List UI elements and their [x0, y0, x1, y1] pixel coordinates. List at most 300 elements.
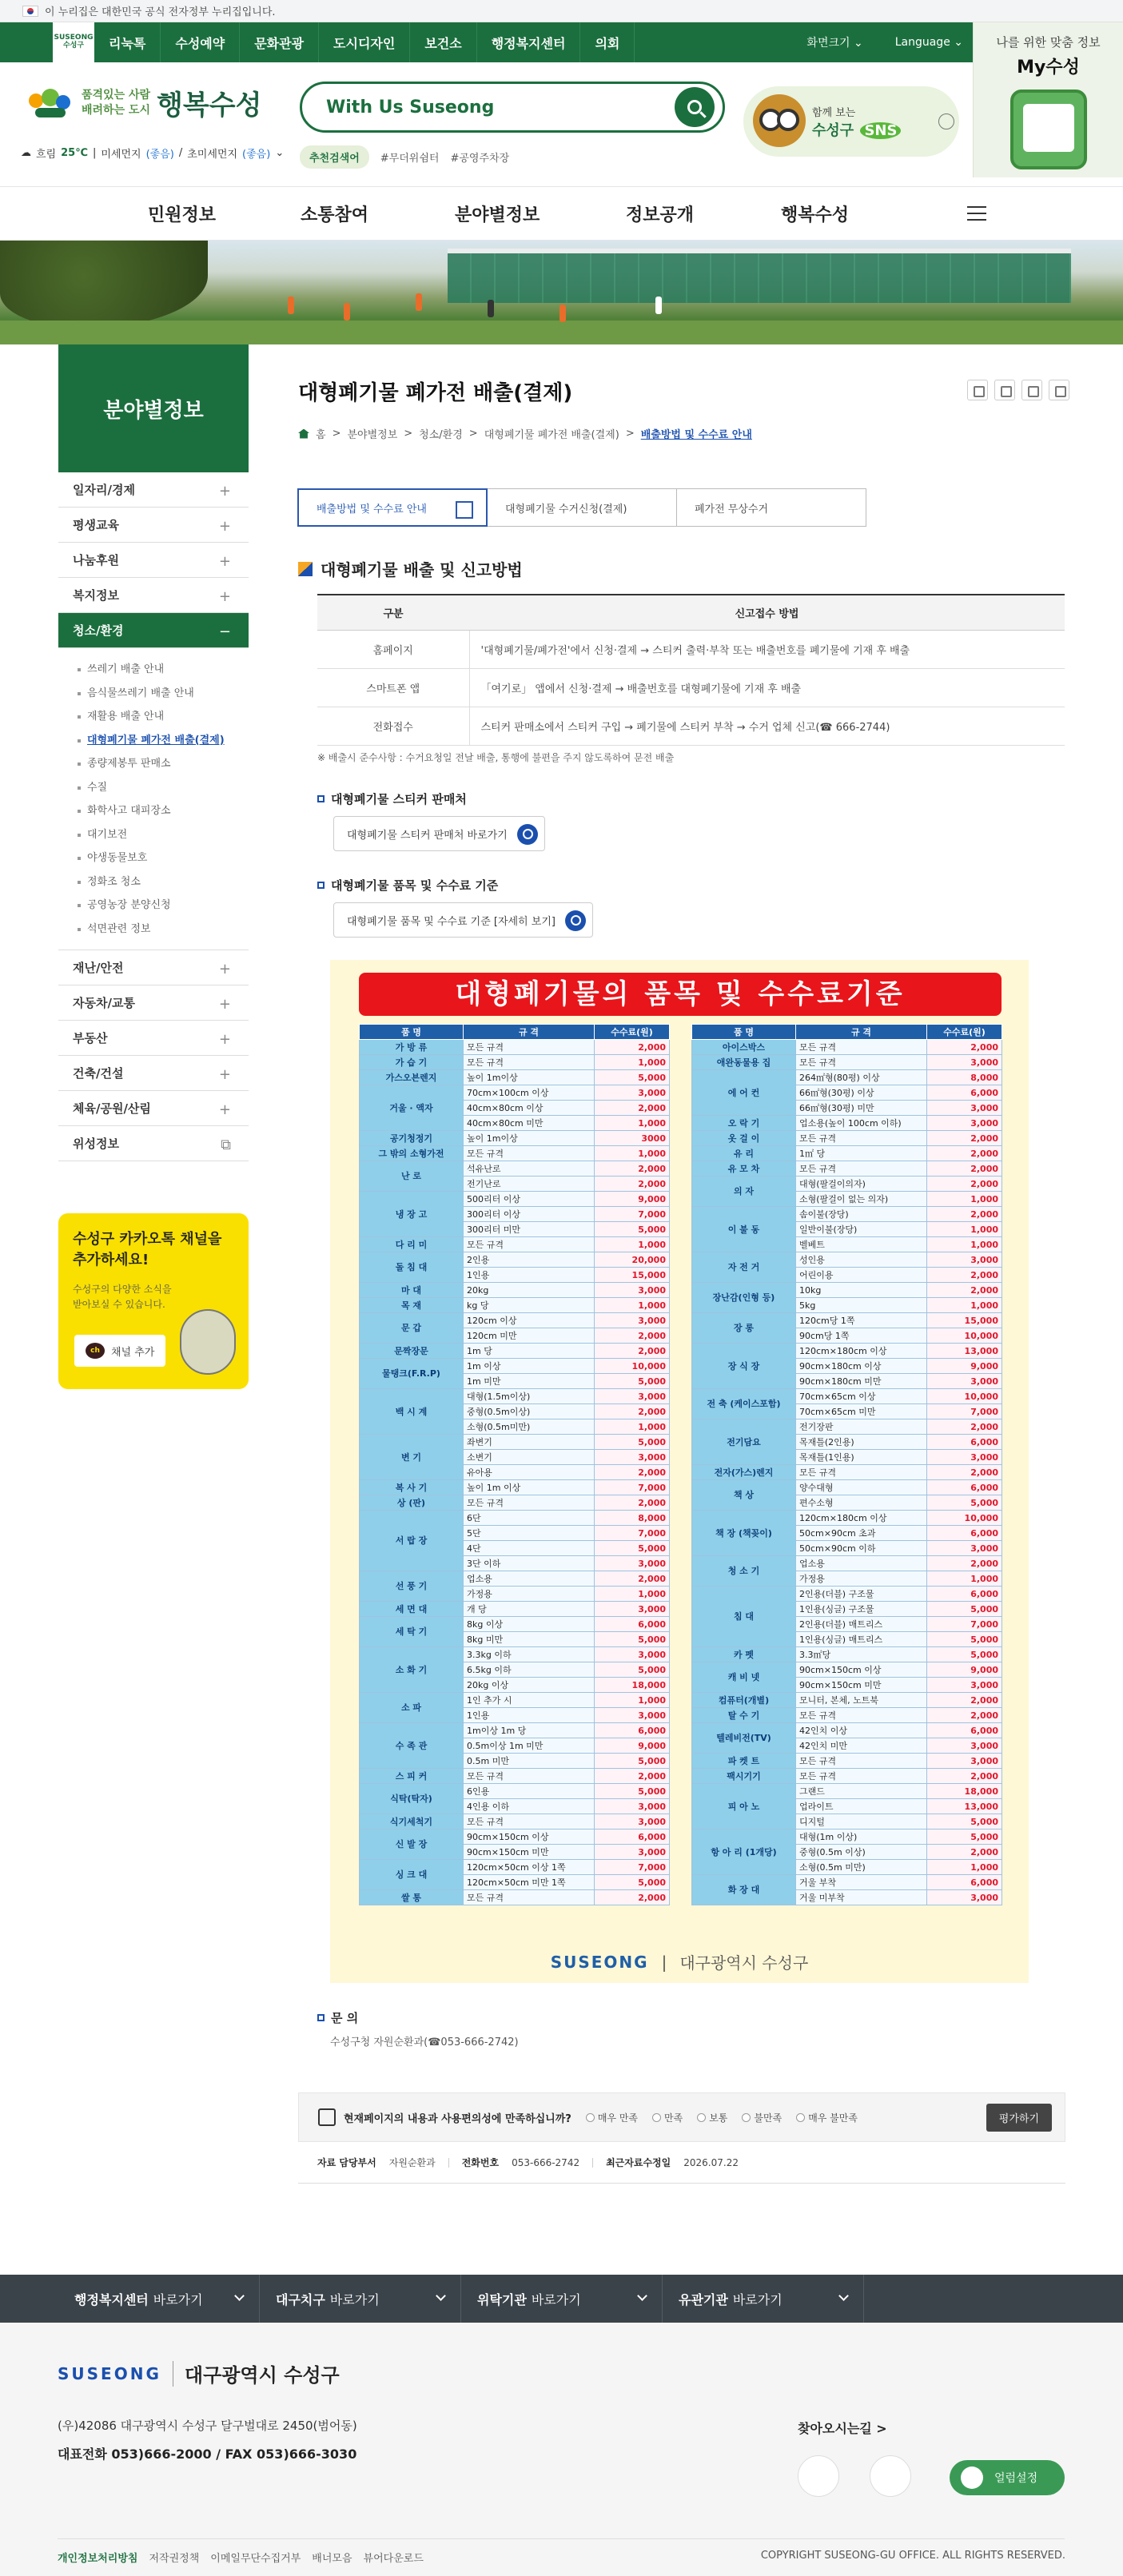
fee-item-spec: 목재틀(1인용) — [796, 1450, 927, 1465]
checkbox-icon — [318, 2108, 336, 2126]
fee-row — [692, 1055, 1002, 1070]
fee-row — [360, 1192, 670, 1207]
responsible-info — [298, 2142, 1065, 2184]
footer-address: (우)42086 대구광역시 수성구 달구벌대로 2450(범어동) — [58, 2419, 357, 2433]
plus-icon: + — [218, 960, 231, 977]
lnb-sub-item[interactable]: 쓰레기 배출 안내 — [78, 658, 249, 682]
chevron-down-icon[interactable] — [938, 113, 954, 129]
directions-link[interactable]: 찾아오시는길 > — [798, 2421, 887, 2436]
fee-item-price: 3,000 — [595, 1647, 670, 1662]
fee-row — [360, 1237, 670, 1252]
fee-item-spec: 6인용 — [464, 1784, 595, 1799]
privacy-policy-link[interactable]: 개인정보처리방침 — [58, 2553, 138, 2565]
fee-item-spec: 1인 추가 시 — [464, 1693, 595, 1708]
owl-mascot-icon — [753, 94, 806, 147]
lnb-submenu — [58, 648, 249, 950]
lnb-item[interactable]: 나눔후원 + — [58, 543, 249, 578]
topnav-item-7[interactable]: 의회 — [580, 22, 635, 62]
fee-item-spec: 벨베트 — [796, 1237, 927, 1252]
sub-heading: 대형폐기물 스티커 판매처 — [317, 790, 467, 807]
main-navigation — [0, 186, 1123, 241]
fee-item-spec: 3.3kg 이하 — [464, 1647, 595, 1662]
fee-item-price: 8,000 — [595, 1511, 670, 1526]
footer-dropdown-1[interactable]: 행정복지센터 바로가기 — [58, 2275, 260, 2323]
kakao-desc-2: 받아보실 수 있습니다. — [73, 1299, 165, 1311]
fee-item-price: 6,000 — [927, 1875, 1002, 1890]
topnav-item-2[interactable]: 수성예약 — [161, 22, 240, 62]
fee-item-spec: 8kg 미만 — [464, 1632, 595, 1647]
fee-item-name: 텔레비전(TV) — [692, 1723, 796, 1754]
fee-item-price: 10,000 — [927, 1511, 1002, 1526]
search-button[interactable] — [675, 87, 715, 127]
lnb-item[interactable]: 평생교육 + — [58, 508, 249, 543]
gnb-item-2[interactable]: 소통참여 — [301, 205, 369, 225]
fee-item-price: 5,000 — [595, 1875, 670, 1890]
fee-item-name: 카 펫 — [692, 1647, 796, 1662]
fee-item-price: 1,000 — [927, 1192, 1002, 1207]
fee-item-name: 캐 비 넷 — [692, 1662, 796, 1693]
lnb-item-active[interactable]: 청소/환경 − — [58, 613, 249, 648]
fee-item-name: 책 장 (책꽂이) — [692, 1511, 796, 1556]
search-icon — [687, 100, 702, 114]
fee-item-price: 2,000 — [927, 1419, 1002, 1435]
fee-col-header: 규 격 — [464, 1025, 595, 1040]
fee-item-name: 장 롱 — [692, 1313, 796, 1344]
survey-option[interactable]: 불만족 — [742, 2111, 782, 2124]
fee-item-name: 유 모 차 — [692, 1161, 796, 1177]
fee-item-spec: 5kg — [796, 1298, 927, 1313]
slogan-line-1: 품격있는 사람 — [82, 89, 151, 102]
footer-link[interactable]: 이메일무단수집거부 — [210, 2553, 301, 2565]
lnb-item[interactable]: 일자리/경제 + — [58, 472, 249, 508]
mascot-icon — [180, 1309, 236, 1375]
gov-notice-bar — [0, 0, 1123, 22]
fee-item-price: 7,000 — [595, 1207, 670, 1222]
topnav-item-6[interactable]: 행정복지센터 — [477, 22, 581, 62]
my-suseong-panel[interactable] — [973, 22, 1123, 177]
fee-item-spec: 어린이용 — [796, 1268, 927, 1283]
fee-item-price: 2,000 — [595, 1495, 670, 1511]
satisfaction-survey — [298, 2092, 1065, 2142]
fee-item-price: 3,000 — [595, 1085, 670, 1101]
fee-item-spec: 모든 규격 — [796, 1055, 927, 1070]
qr-icon[interactable] — [967, 380, 988, 400]
fee-item-price: 10,000 — [927, 1389, 1002, 1404]
lnb-sub-item[interactable]: 야생동물보호 — [78, 846, 249, 870]
fee-row — [692, 1313, 1002, 1328]
fee-item-name: 소 화 기 — [360, 1647, 464, 1693]
fee-item-price: 6,000 — [595, 1723, 670, 1738]
breadcrumb-item[interactable]: 대형폐기물 폐가전 배출(결제) — [484, 429, 619, 441]
plus-icon: + — [218, 518, 231, 535]
breadcrumb-current[interactable]: 배출방법 및 수수료 안내 — [640, 429, 752, 441]
fee-item-price: 5,000 — [595, 1632, 670, 1647]
fee-item-price: 20,000 — [595, 1252, 670, 1268]
fee-item-price: 2,000 — [927, 1465, 1002, 1480]
tab-fee-guide[interactable]: 배출방법 및 수수료 안내 — [297, 488, 488, 527]
fee-item-spec: 소형(팔걸이 없는 의자) — [796, 1192, 927, 1207]
tab-collection-request[interactable]: 대형폐기물 수거신청(결제) — [487, 488, 677, 527]
fee-item-price: 5,000 — [595, 1374, 670, 1389]
fee-item-name: 화 장 대 — [692, 1875, 796, 1905]
fee-item-name: 물탱크(F.R.P) — [360, 1359, 464, 1389]
search-box[interactable] — [300, 82, 725, 133]
new-window-icon: ⧉ — [221, 1136, 231, 1153]
breadcrumb: 홈 > 분야별정보 > 청소/환경 > 대형폐기물 폐가전 배출(결제) > 배출방법 및 수수료 안내 — [298, 426, 752, 441]
fee-row — [692, 1465, 1002, 1480]
fee-item-spec: 120cm 미만 — [464, 1328, 595, 1344]
fee-item-spec: 성인용 — [796, 1252, 927, 1268]
fee-item-spec: 1인용 — [464, 1708, 595, 1723]
fee-row — [360, 1860, 670, 1875]
suseong-small-logo[interactable]: SUSEONG 수성구 — [53, 22, 94, 62]
fee-item-price: 5,000 — [595, 1662, 670, 1678]
fee-item-price: 8,000 — [927, 1070, 1002, 1085]
lnb-sub-item[interactable]: 재활용 배출 안내 — [78, 705, 249, 729]
fee-row — [360, 1495, 670, 1511]
fee-row — [360, 1723, 670, 1738]
fee-item-price: 1,000 — [927, 1222, 1002, 1237]
weather-info[interactable]: ☁ 흐림 25℃ | 미세먼지 (좋음) / 초미세먼지 (좋음) ⌄ — [21, 147, 285, 161]
fee-item-name: 냉 장 고 — [360, 1192, 464, 1237]
home-icon[interactable] — [298, 429, 309, 439]
section-heading: 대형폐기물 배출 및 신고방법 — [298, 557, 523, 580]
dust-label: 미세먼지 — [101, 149, 141, 161]
fee-col-header: 품 명 — [360, 1025, 464, 1040]
fee-item-spec: 모든 규격 — [464, 1055, 595, 1070]
copyright: COPYRIGHT SUSEONG-GU OFFICE. ALL RIGHTS RESERVED. — [760, 2550, 1065, 2562]
bullet-icon — [317, 2014, 325, 2021]
side-navigation — [58, 472, 249, 1161]
fee-item-spec: 10kg — [796, 1283, 927, 1298]
my-suseong-title: My수성 — [1017, 58, 1080, 78]
lnb-item[interactable]: 위성정보 ⧉ — [58, 1126, 249, 1161]
fee-item-price: 9,000 — [595, 1738, 670, 1754]
certification-marks — [798, 2455, 1038, 2497]
topnav-item-4[interactable]: 도시디자인 — [319, 22, 410, 62]
fee-row — [360, 1480, 670, 1495]
lnb-sub-item[interactable]: 대기보전 — [78, 823, 249, 847]
fee-table-title: 대형폐기물의 품목 및 수수료기준 — [359, 973, 1002, 1016]
footer-links-bar — [0, 2275, 1123, 2323]
fee-row — [692, 1283, 1002, 1298]
fee-item-name: 의 자 — [692, 1177, 796, 1207]
keyword-link[interactable]: #무더위쉼터 — [380, 153, 440, 165]
lnb-sub-item[interactable]: 화학사고 대피장소 — [78, 799, 249, 823]
fee-item-price: 1,000 — [595, 1693, 670, 1708]
top-navigation — [0, 22, 1123, 62]
fee-item-name: 전자(가스)렌지 — [692, 1465, 796, 1480]
fee-row — [692, 1708, 1002, 1723]
fee-item-price: 6,000 — [927, 1587, 1002, 1602]
fee-item-price: 2,000 — [595, 1465, 670, 1480]
fee-item-price: 6,000 — [595, 1829, 670, 1845]
fee-item-spec: 70cm×100cm 이상 — [464, 1085, 595, 1101]
fee-row — [360, 1085, 670, 1101]
fee-item-spec: 70cm×65cm 이상 — [796, 1389, 927, 1404]
fee-item-price: 5,000 — [595, 1435, 670, 1450]
kakao-channel-icon: ch — [86, 1343, 105, 1359]
fee-item-price: 3,000 — [595, 1313, 670, 1328]
phone-illustration-icon — [1010, 90, 1087, 169]
fee-item-name: 가 방 류 — [360, 1040, 464, 1055]
fee-item-price: 6,000 — [927, 1435, 1002, 1450]
fee-item-spec: 264㎡형(80평) 이상 — [796, 1070, 927, 1085]
fee-row — [360, 1602, 670, 1617]
date-value: 2026.07.22 — [683, 2156, 739, 2168]
kakao-channel-banner[interactable] — [58, 1213, 249, 1389]
fee-row — [360, 1890, 670, 1905]
breadcrumb-item[interactable]: 청소/환경 — [419, 429, 463, 441]
fee-item-name: 목 재 — [360, 1298, 464, 1313]
fee-item-price: 3,000 — [927, 1541, 1002, 1556]
survey-option[interactable]: 매우 불만족 — [796, 2111, 858, 2124]
fee-item-name: 싱 크 대 — [360, 1860, 464, 1890]
dept-value: 자원순환과 — [388, 2157, 436, 2168]
gnb-item-4[interactable]: 정보공개 — [626, 205, 695, 225]
fee-item-spec: 업라이트 — [796, 1799, 927, 1814]
fee-row — [360, 1161, 670, 1177]
fee-item-spec: 소형(0.5m 미만) — [796, 1860, 927, 1875]
fee-row — [692, 1131, 1002, 1146]
lnb-sub-item[interactable]: 석면관련 정보 — [78, 918, 249, 942]
fee-item-name: 스 피 커 — [360, 1769, 464, 1784]
lnb-sub-item[interactable]: 정화조 청소 — [78, 870, 249, 894]
fee-item-spec: 좌변기 — [464, 1435, 595, 1450]
fee-item-spec: 솜이불(장당) — [796, 1207, 927, 1222]
lnb-item[interactable]: 부동산 + — [58, 1021, 249, 1056]
fee-item-name: 팩시기기 — [692, 1769, 796, 1784]
fee-item-name: 유 리 — [692, 1146, 796, 1161]
fee-row — [360, 1389, 670, 1404]
fee-item-spec: 높이 1m이상 — [464, 1070, 595, 1085]
topnav-item-5[interactable]: 보건소 — [410, 22, 476, 62]
site-logo[interactable] — [26, 83, 261, 122]
fee-row — [360, 1511, 670, 1526]
footer-policy-links — [58, 2550, 424, 2565]
print-icon[interactable] — [1021, 380, 1042, 400]
fee-item-spec: 120cm×180cm 이상 — [796, 1344, 927, 1359]
fee-item-spec: 50cm×90cm 이하 — [796, 1541, 927, 1556]
fee-item-price: 13,000 — [927, 1344, 1002, 1359]
search-input[interactable]: With Us Suseong — [326, 97, 495, 117]
fee-item-price: 2,000 — [927, 1131, 1002, 1146]
fee-item-name: 장난감(인형 등) — [692, 1283, 796, 1313]
hamburger-menu-icon[interactable] — [967, 206, 986, 221]
share-icon[interactable] — [1049, 380, 1069, 400]
fee-item-spec: 모든 규격 — [464, 1495, 595, 1511]
fee-detail-link-button[interactable]: 대형폐기물 품목 및 수수료 기준 [자세히 보기] — [333, 902, 593, 938]
fee-item-spec: 모든 규격 — [796, 1465, 927, 1480]
fee-item-price: 2,000 — [927, 1283, 1002, 1298]
lnb-sub-item[interactable]: 공영농장 분양신청 — [78, 894, 249, 918]
table-row: 홈페이지 '대형폐기물/폐가전'에서 신청·결제 → 스티커 출력·부착 또는 배출번호를 폐기물에 기재 후 배출 — [317, 630, 1065, 668]
fee-item-name: 파 켓 트 — [692, 1754, 796, 1769]
fee-item-name: 수 족 관 — [360, 1723, 464, 1769]
minus-icon: − — [218, 623, 231, 640]
lnb-item[interactable]: 체육/공원/산림 + — [58, 1091, 249, 1126]
fee-item-price: 2,000 — [595, 1101, 670, 1116]
fee-item-price: 18,000 — [595, 1678, 670, 1693]
survey-option[interactable]: 매우 만족 — [586, 2111, 638, 2124]
kakao-add-channel-button[interactable] — [74, 1335, 165, 1367]
fee-row — [692, 1207, 1002, 1222]
fee-item-name: 거울 · 액자 — [360, 1085, 464, 1131]
notice-text: ※ 배출시 준수사항 : 수거요청일 전날 배출, 통행에 불편을 주지 않도록하여 문전 배출 — [317, 752, 675, 763]
keyword-link[interactable]: #공영주차장 — [450, 153, 510, 165]
sns-banner[interactable] — [743, 86, 959, 157]
alarm-setting-button[interactable]: 얼럼설정 — [950, 2460, 1065, 2495]
lnb-item[interactable]: 건축/건설 + — [58, 1056, 249, 1091]
header — [0, 62, 1123, 186]
table-row: 전화접수 스티커 판매소에서 스티커 구입 → 폐기물에 스티커 부착 → 수거 업체 신고(☎ 666-2744) — [317, 707, 1065, 745]
fee-item-spec: 0.5m 미만 — [464, 1754, 595, 1769]
sticker-shop-link-button[interactable]: 대형폐기물 스티커 판매처 바로가기 — [333, 816, 545, 851]
topnav-item-3[interactable]: 문화관광 — [240, 22, 319, 62]
breadcrumb-item[interactable]: 분야별정보 — [347, 429, 398, 441]
fee-item-spec: 대형(1.5m이상) — [464, 1389, 595, 1404]
fee-row — [692, 1070, 1002, 1085]
fee-row — [692, 1754, 1002, 1769]
fee-item-price: 1,000 — [595, 1587, 670, 1602]
fee-row — [692, 1177, 1002, 1192]
gnb-item-3[interactable]: 분야별정보 — [455, 205, 540, 225]
footer-link[interactable]: 뷰어다운로드 — [363, 2553, 424, 2565]
survey-option[interactable]: 만족 — [652, 2111, 683, 2124]
fee-item-name: 신 발 장 — [360, 1829, 464, 1860]
fee-item-name: 탈 수 기 — [692, 1708, 796, 1723]
lnb-sub-item-current[interactable]: 대형폐기물 폐가전 배출(결제) — [78, 729, 249, 753]
fee-item-name: 아이스박스 — [692, 1040, 796, 1055]
page-title: 대형폐기물 폐가전 배출(결제) — [298, 381, 573, 405]
gnb-item-5[interactable]: 행복수성 — [781, 205, 850, 225]
fee-item-price: 3,000 — [927, 1055, 1002, 1070]
fee-item-price: 2,000 — [927, 1268, 1002, 1283]
fee-item-price: 3,000 — [927, 1754, 1002, 1769]
lnb-item[interactable]: 복지정보 + — [58, 578, 249, 613]
footer-link[interactable]: 배너모음 — [312, 2553, 352, 2565]
fee-item-price: 1,000 — [595, 1116, 670, 1131]
fee-item-price: 5,000 — [595, 1541, 670, 1556]
lnb-sub-item[interactable]: 수질 — [78, 776, 249, 800]
fee-item-spec: 2인용(더블) 매트리스 — [796, 1617, 927, 1632]
footer-dropdown-2[interactable]: 대구치구 바로가기 — [260, 2275, 461, 2323]
fee-row — [692, 1480, 1002, 1495]
survey-option[interactable]: 보통 — [697, 2111, 727, 2124]
inquiry-heading: 문 의 — [317, 2009, 358, 2026]
breadcrumb-item[interactable]: 홈 — [316, 429, 326, 441]
dept-label: 자료 담당부서 — [317, 2157, 376, 2168]
fee-row — [360, 1435, 670, 1450]
fee-item-spec: 120cm 이상 — [464, 1313, 595, 1328]
fee-item-name: 문짝장문 — [360, 1344, 464, 1359]
footer-link[interactable]: 저작권정책 — [149, 2553, 200, 2565]
fee-item-name: 컴퓨터(개별) — [692, 1693, 796, 1708]
fee-item-price: 5,000 — [595, 1784, 670, 1799]
language-dropdown[interactable]: Language ⌄ — [894, 36, 963, 49]
fee-item-name: 옷 걸 이 — [692, 1131, 796, 1146]
table-header: 구분 — [317, 595, 469, 630]
evaluate-button[interactable]: 평가하기 — [986, 2104, 1052, 2132]
fee-item-spec: 20kg 이상 — [464, 1678, 595, 1693]
sns-subtitle: 함께 보는 — [812, 106, 856, 119]
footer-logo — [58, 2359, 340, 2387]
fee-item-price: 5,000 — [927, 1632, 1002, 1647]
footer — [0, 2323, 1123, 2576]
fee-item-name: 청 소 기 — [692, 1556, 796, 1587]
topnav-item-1[interactable]: 리눅톡 — [94, 22, 161, 62]
fee-row — [692, 1146, 1002, 1161]
fee-item-price: 2,000 — [927, 1708, 1002, 1723]
fee-item-price: 3,000 — [927, 1678, 1002, 1693]
fee-col-header: 수수료(원) — [595, 1025, 670, 1040]
fee-item-spec: 대형(팔걸이의자) — [796, 1177, 927, 1192]
fee-item-price: 2,000 — [595, 1404, 670, 1419]
survey-question: 현재페이지의 내용과 사용편의성에 만족하십니까? — [318, 2108, 571, 2126]
fee-item-price: 2,000 — [595, 1040, 670, 1055]
fee-item-spec: 50cm×90cm 초과 — [796, 1526, 927, 1541]
fee-item-spec: 90cm×180cm 미만 — [796, 1374, 927, 1389]
fee-item-price: 3000 — [595, 1131, 670, 1146]
fee-row — [692, 1344, 1002, 1359]
fee-item-name: 장 식 장 — [692, 1344, 796, 1389]
fee-item-spec: 그랜드 — [796, 1784, 927, 1799]
fee-item-name: 변 기 — [360, 1435, 464, 1480]
fee-item-name: 쌀 통 — [360, 1890, 464, 1905]
fee-item-price: 3,000 — [595, 1602, 670, 1617]
fee-item-price: 1,000 — [595, 1055, 670, 1070]
fee-item-price: 1,000 — [595, 1419, 670, 1435]
lnb-sub-item[interactable]: 음식물쓰레기 배출 안내 — [78, 682, 249, 706]
fee-item-price: 5,000 — [595, 1070, 670, 1085]
fee-item-price: 6,000 — [927, 1085, 1002, 1101]
fee-item-spec: 120cm×50cm 미만 1쪽 — [464, 1875, 595, 1890]
lnb-item[interactable]: 자동차/교통 + — [58, 985, 249, 1021]
fee-item-price: 5,000 — [927, 1602, 1002, 1617]
text-size-dropdown[interactable]: 화면크기 ⌄ — [806, 37, 863, 50]
fee-item-spec: 1㎡ 당 — [796, 1146, 927, 1161]
wa-mark-icon[interactable] — [870, 2455, 911, 2497]
tab-free-appliance[interactable]: 폐가전 무상수거 — [676, 488, 866, 527]
gnb-item-1[interactable]: 민원정보 — [148, 205, 217, 225]
fee-item-spec: 모든 규격 — [796, 1131, 927, 1146]
korea-flag-icon — [22, 6, 38, 17]
footer-dropdown-3[interactable]: 위탁기관 바로가기 — [461, 2275, 663, 2323]
fee-item-spec: 300리터 이상 — [464, 1207, 595, 1222]
fee-row — [360, 1131, 670, 1146]
footer-logo-en: SUSEONG — [58, 2363, 161, 2383]
my-suseong-subtitle: 나를 위한 맞춤 정보 — [996, 35, 1101, 50]
bullet-icon — [317, 882, 325, 889]
nation-mark-icon[interactable] — [798, 2455, 839, 2497]
fee-item-spec: 4단 — [464, 1541, 595, 1556]
fee-item-name: 세 탁 기 — [360, 1617, 464, 1647]
fee-row — [692, 1116, 1002, 1131]
fee-item-spec: 업소용 — [464, 1571, 595, 1587]
fee-item-price: 3,000 — [595, 1556, 670, 1571]
lnb-item[interactable]: 재난/안전 + — [58, 950, 249, 985]
fee-item-spec: 1m 미만 — [464, 1374, 595, 1389]
fee-item-name: 백 시 계 — [360, 1389, 464, 1435]
footer-dropdown-4[interactable]: 유관기관 바로가기 — [663, 2275, 864, 2323]
fee-item-spec: 거울 미부착 — [796, 1890, 927, 1905]
table-header: 신고접수 방법 — [469, 595, 1065, 630]
sns-badge: SNS — [860, 122, 901, 139]
fee-row — [360, 1359, 670, 1374]
lnb-sub-item[interactable]: 종량제봉투 판매소 — [78, 752, 249, 776]
url-copy-icon[interactable] — [994, 380, 1015, 400]
fee-item-name: 식기세척기 — [360, 1814, 464, 1829]
